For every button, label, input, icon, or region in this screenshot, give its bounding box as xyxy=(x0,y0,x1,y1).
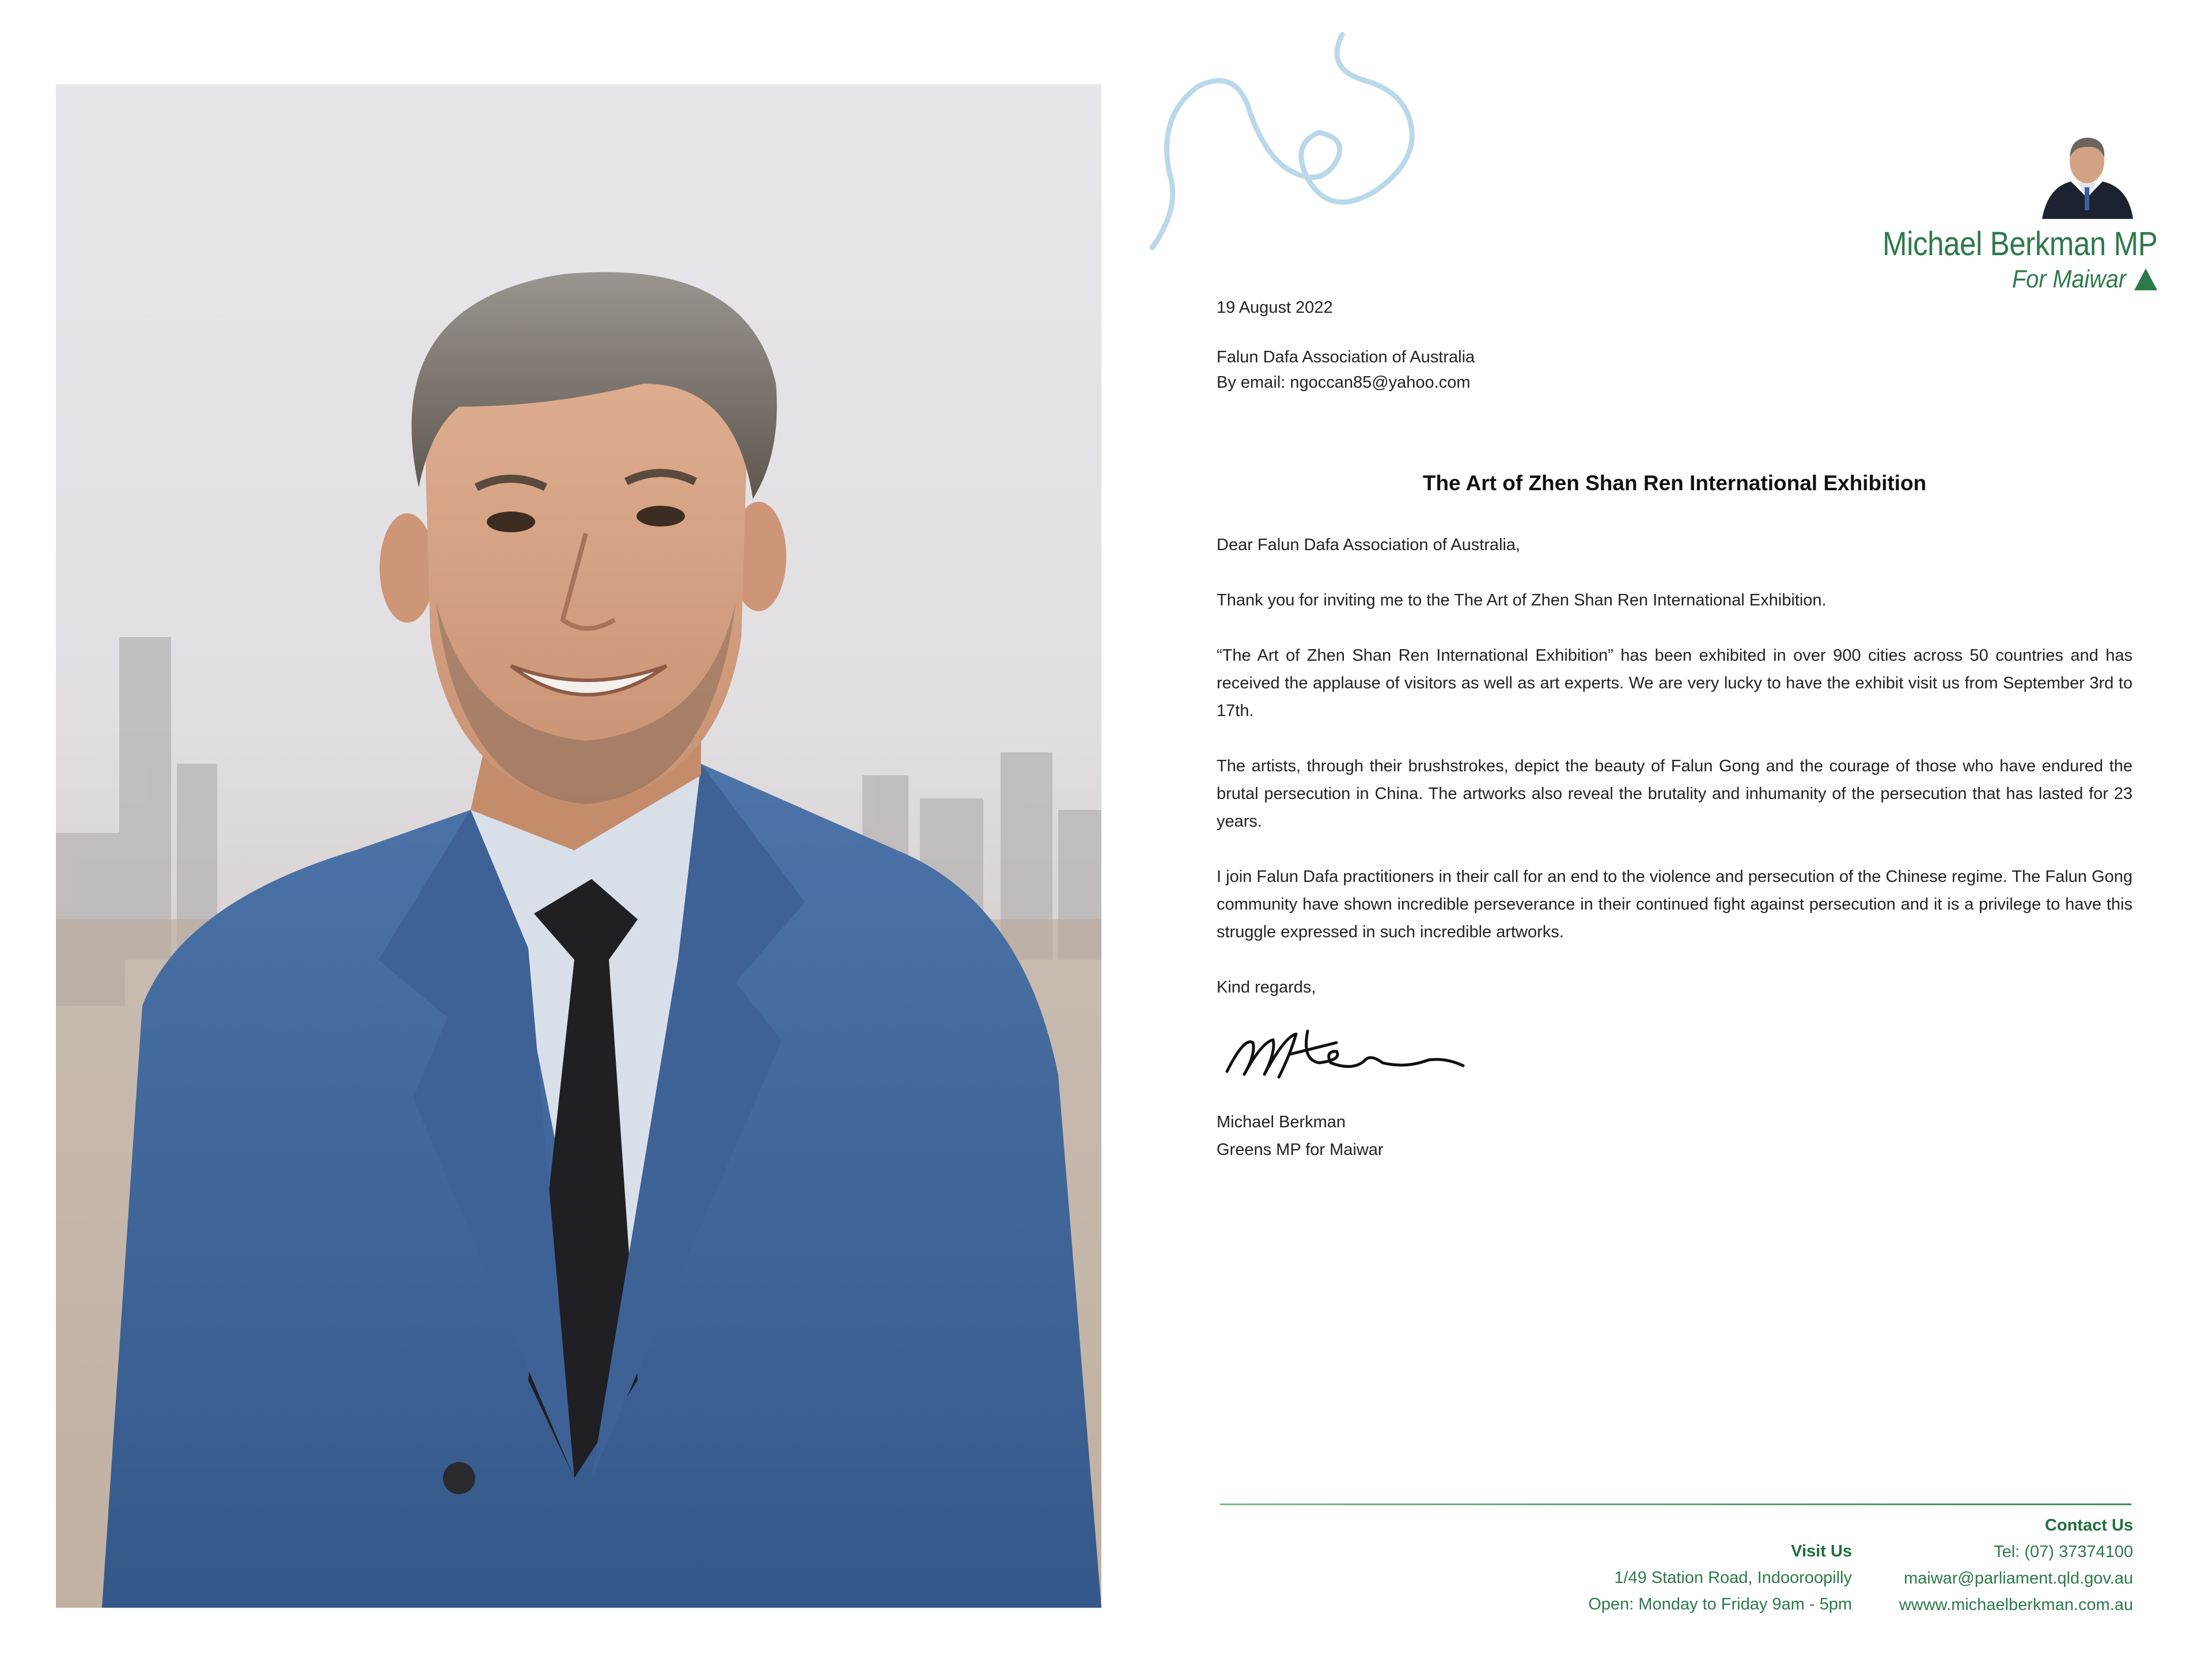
closing: Kind regards, xyxy=(1217,978,1316,997)
letter-date: 19 August 2022 xyxy=(1217,298,1333,317)
signer-name: Michael Berkman xyxy=(1217,1113,1346,1131)
visit-us-block xyxy=(1588,1538,1852,1618)
triangle-icon xyxy=(2134,268,2157,290)
paragraph: I join Falun Dafa practitioners in their call for an end to the violence and persecution of the Chinese regime. The Falun Gong community have shown incredible perseverance in their continued fight against persecution and it is a privilege to have this struggle expressed in such incredible artworks. xyxy=(1217,868,2133,941)
visit-address: 1/49 Station Road, Indooroopilly xyxy=(1614,1569,1852,1587)
contact-tel: Tel: (07) 37374100 xyxy=(1994,1543,2133,1561)
contact-us-block xyxy=(1899,1512,2133,1618)
portrait-photo xyxy=(56,84,1101,1608)
visit-heading: Visit Us xyxy=(1791,1542,1852,1560)
portrait-illustration xyxy=(56,84,1101,1608)
letterhead-name: Michael Berkman MP xyxy=(1882,225,2157,263)
paragraph: “The Art of Zhen Shan Ren International Exhibition” has been exhibited in over 900 cities across 50 countries and has received the applause of visitors as well as art experts. We are very lucky to have the exhibit visit us from September 3rd to 17th. xyxy=(1217,646,2133,720)
recipient-line: Falun Dafa Association of Australia xyxy=(1217,348,1475,366)
signer-role: Greens MP for Maiwar xyxy=(1217,1141,1384,1159)
footer-divider xyxy=(1220,1503,2131,1505)
contact-email[interactable]: maiwar@parliament.qld.gov.au xyxy=(1903,1569,2133,1588)
signer-block xyxy=(1217,1108,1384,1164)
recipient-block xyxy=(1217,343,1475,394)
paragraph: Thank you for inviting me to the The Art of Zhen Shan Ren International Exhibition. xyxy=(1217,591,1827,609)
letterhead-tagline xyxy=(1999,265,2157,294)
mp-headshot-icon xyxy=(2036,130,2137,219)
handwritten-signature xyxy=(1221,1020,1469,1089)
letter-title: The Art of Zhen Shan Ren International Exhibition xyxy=(1422,471,1927,495)
river-logo-graphic xyxy=(1135,17,1457,265)
letterhead-tagline-text: For Maiwar xyxy=(2012,265,2126,293)
contact-heading: Contact Us xyxy=(2044,1516,2133,1535)
paragraph: The artists, through their brushstrokes, depict the beauty of Falun Gong and the courage of those who have endured the brutal persecution in China. The artworks also reveal the brutality and inhumanity of the persecution that has lasted for 23 years. xyxy=(1217,757,2133,831)
visit-hours: Open: Monday to Friday 9am - 5pm xyxy=(1588,1595,1852,1613)
recipient-email: By email: ngoccan85@yahoo.com xyxy=(1217,373,1471,392)
letter-page xyxy=(1118,0,2212,1659)
contact-website[interactable]: wwww.michaelberkman.com.au xyxy=(1899,1596,2133,1614)
salutation: Dear Falun Dafa Association of Australia, xyxy=(1217,536,1521,554)
